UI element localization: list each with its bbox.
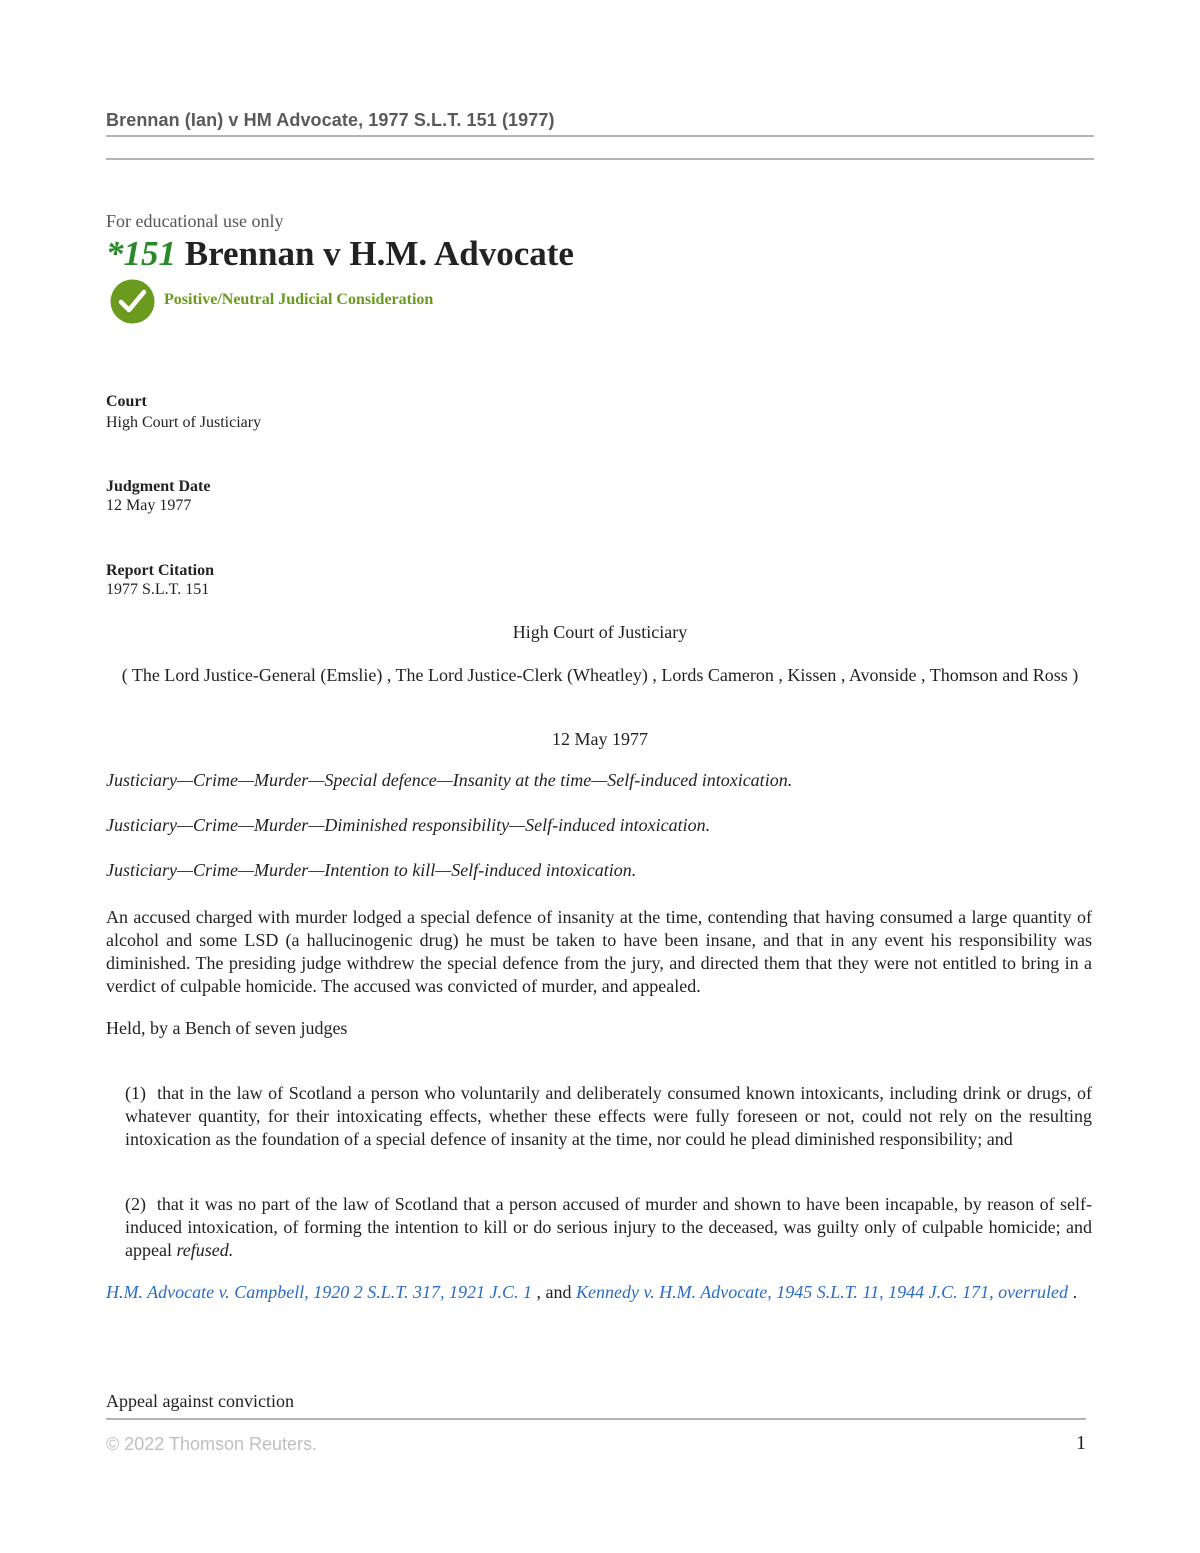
report-citation-label: Report Citation bbox=[106, 562, 214, 579]
judgment-date-value: 12 May 1977 bbox=[106, 497, 192, 514]
held-intro: Held, by a Bench of seven judges bbox=[106, 1018, 348, 1038]
case-end: . bbox=[1068, 1282, 1078, 1302]
page-number: 1 bbox=[1076, 1432, 1086, 1454]
check-circle-icon bbox=[110, 279, 155, 324]
court-label: Court bbox=[106, 393, 147, 410]
document-title bbox=[106, 234, 574, 274]
court-heading: High Court of Justiciary bbox=[512, 622, 688, 642]
holding-outcome: refused. bbox=[176, 1240, 234, 1260]
appeal-heading: Appeal against conviction bbox=[106, 1391, 294, 1411]
holding-number: (2) bbox=[125, 1194, 146, 1214]
report-citation-value: 1977 S.L.T. 151 bbox=[106, 581, 210, 598]
page-marker: *151 bbox=[106, 234, 176, 273]
catchword: Justiciary—Crime—Murder—Diminished responsibility—Self-induced intoxication. bbox=[106, 815, 711, 835]
catchword: Justiciary—Crime—Murder—Intention to kill—Self-induced intoxication. bbox=[106, 860, 637, 880]
catchword: Justiciary—Crime—Murder—Special defence—Insanity at the time—Self-induced intoxication. bbox=[106, 770, 793, 790]
judgment-date-label: Judgment Date bbox=[106, 478, 211, 495]
case-name: Brennan v H.M. Advocate bbox=[184, 234, 574, 273]
holding-item bbox=[125, 1082, 1092, 1151]
holding-number: (1) bbox=[125, 1083, 146, 1103]
usage-notice: For educational use only bbox=[106, 211, 284, 231]
copyright: © 2022 Thomson Reuters. bbox=[106, 1434, 318, 1454]
judges-line: ( The Lord Justice-General (Emslie) , The Lord Justice-Clerk (Wheatley) , Lords Cameron , Kissen , Avonside , Thomson and Ross ) bbox=[121, 665, 1079, 685]
court-value: High Court of Justiciary bbox=[106, 414, 262, 431]
header-title: Brennan (Ian) v HM Advocate, 1977 S.L.T. 151 (1977) bbox=[106, 110, 555, 130]
case-summary: An accused charged with murder lodged a special defence of insanity at the time, contending that having consumed a large quantity of alcohol and some LSD (a hallucinogenic drug) he must be taken to have been insane, and that in any event his responsibility was diminished. The presiding judge withdrew the special defence from the jury, and directed them that they were not entitled to bring in a verdict of culpable homicide. The accused was convicted of murder, and appealed. bbox=[106, 907, 1092, 996]
case-joiner: , and bbox=[531, 1282, 576, 1302]
footer-divider bbox=[106, 1418, 1086, 1420]
header-divider bbox=[106, 158, 1094, 160]
holding-item bbox=[125, 1193, 1092, 1262]
holding-text: that in the law of Scotland a person who voluntarily and deliberately consumed known intoxicants, including drink or drugs, of whatever quantity, for their intoxicating effects, whether these effects were fully foreseen or not, could not rely on the resulting intoxication as the foundation of a special defence of insanity at the time, nor could he plead diminished responsibility; and bbox=[125, 1083, 1093, 1149]
holding-text: that it was no part of the law of Scotland that a person accused of murder and shown to have been incapable, by reason of self-induced intoxication, of forming the intention to kill or do serious injury to the deceased, was guilty only of culpable homicide; and appeal bbox=[125, 1194, 1092, 1260]
case-link[interactable]: Kennedy v. H.M. Advocate, 1945 S.L.T. 11, 1944 J.C. 171, overruled bbox=[575, 1282, 1069, 1302]
case-link[interactable]: H.M. Advocate v. Campbell, 1920 2 S.L.T. 317, 1921 J.C. 1 bbox=[106, 1282, 532, 1302]
treatment-flag[interactable]: Positive/Neutral Judicial Consideration bbox=[164, 291, 434, 308]
header-divider bbox=[106, 135, 1094, 137]
decision-date: 12 May 1977 bbox=[552, 729, 648, 749]
overruled-cases bbox=[106, 1281, 1092, 1304]
